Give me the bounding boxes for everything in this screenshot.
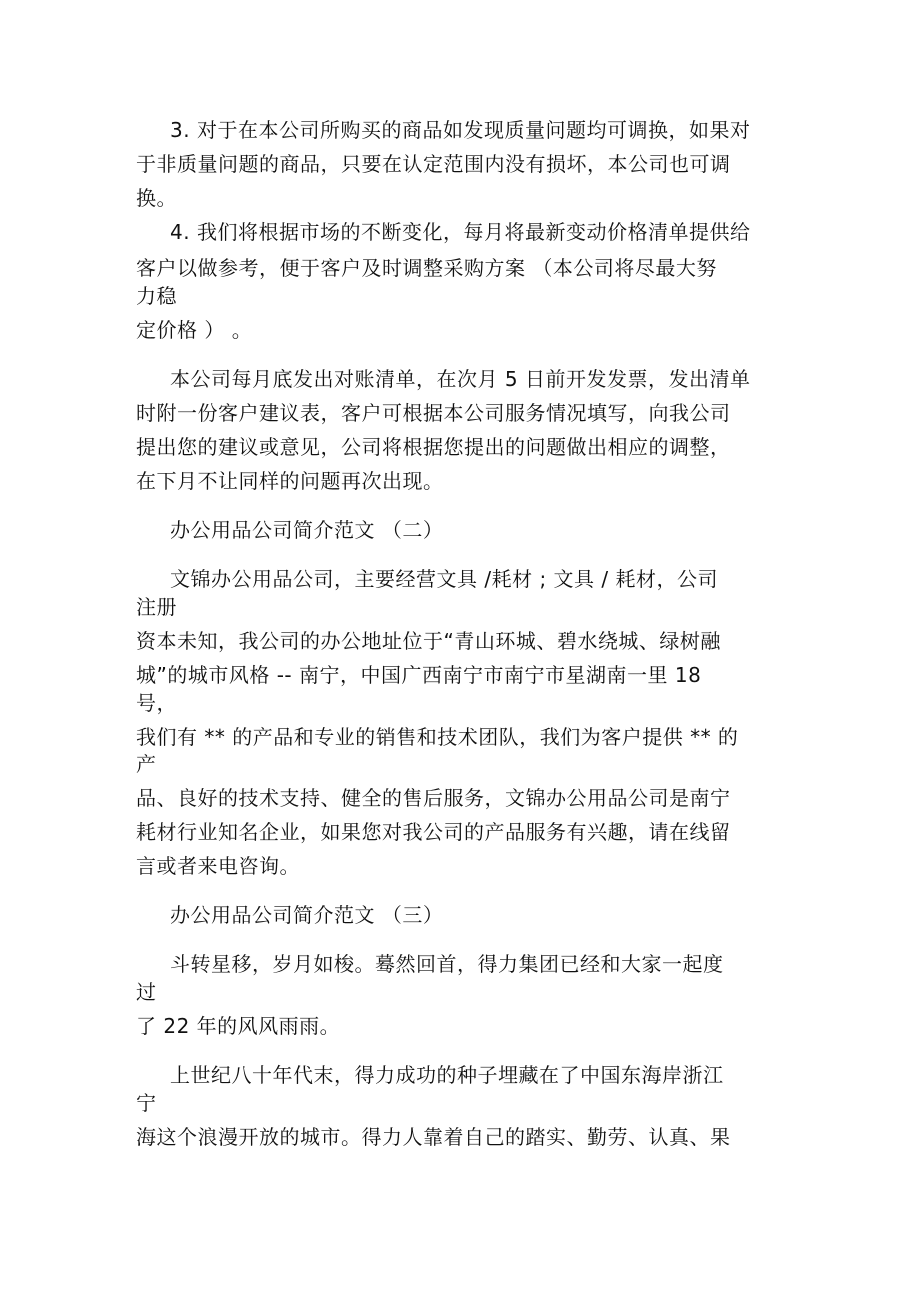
- text-line: 于非质量问题的商品，只要在认定范围内没有损坏，本公司也可调: [136, 152, 731, 176]
- text-line: 换。: [136, 186, 177, 210]
- text-line: 斗转星移，岁月如梭。蓦然回首，得力集团已经和大家一起度: [170, 952, 724, 976]
- text-line: 产: [136, 752, 157, 776]
- text-line: 资本未知，我公司的办公地址位于“青山环城、碧水绕城、绿树融: [136, 629, 721, 653]
- text-line: 3. 对于在本公司所购买的商品如发现质量问题均可调换，如果对: [170, 118, 751, 142]
- text-line: 上世纪八十年代末，得力成功的种子埋藏在了中国东海岸浙江: [170, 1063, 724, 1087]
- text-line: 耗材行业知名企业，如果您对我公司的产品服务有兴趣，请在线留: [136, 820, 731, 844]
- text-line: 言或者来电咨询。: [136, 854, 300, 878]
- text-line: 提出您的建议或意见，公司将根据您提出的问题做出相应的调整，: [136, 435, 731, 459]
- text-line: 时附一份客户建议表，客户可根据本公司服务情况填写，向我公司: [136, 401, 731, 425]
- text-line: 城”的城市风格 -- 南宁，中国广西南宁市南宁市星湖南一里 18: [136, 663, 702, 687]
- text-line: 了 22 年的风风雨雨。: [136, 1014, 341, 1038]
- section-heading: 办公用品公司简介范文 （二）: [170, 518, 444, 542]
- text-line: 过: [136, 980, 157, 1004]
- section-heading: 办公用品公司简介范文 （三）: [170, 903, 444, 927]
- text-line: 力稳: [136, 284, 177, 308]
- text-line: 海这个浪漫开放的城市。得力人靠着自己的踏实、勤劳、认真、果: [136, 1125, 731, 1149]
- text-line: 注册: [136, 595, 177, 619]
- text-line: 我们有 ** 的产品和专业的销售和技术团队，我们为客户提供 ** 的: [136, 725, 739, 749]
- text-line: 宁: [136, 1091, 157, 1115]
- text-line: 在下月不让同样的问题再次出现。: [136, 469, 444, 493]
- text-line: 4. 我们将根据市场的不断变化，每月将最新变动价格清单提供给: [170, 220, 751, 244]
- text-line: 号，: [136, 691, 177, 715]
- text-line: 客户以做参考，便于客户及时调整采购方案 （本公司将尽最大努: [136, 256, 717, 280]
- text-line: 定价格 ） 。: [136, 318, 253, 342]
- text-line: 文锦办公用品公司，主要经营文具 /耗材 ; 文具 / 耗材，公司: [170, 567, 719, 591]
- text-line: 本公司每月底发出对账清单，在次月 5 日前开发发票，发出清单: [170, 367, 751, 391]
- text-line: 品、良好的技术支持、健全的售后服务，文锦办公用品公司是南宁: [136, 786, 731, 810]
